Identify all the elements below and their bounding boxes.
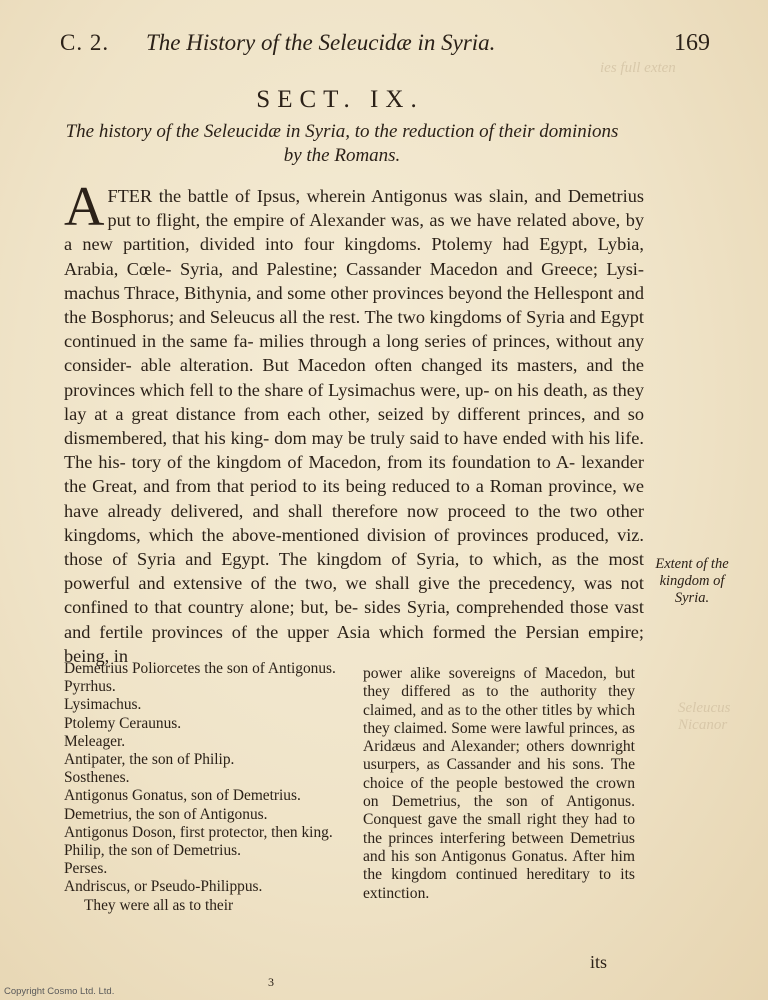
main-text-line: FTER the battle of Ipsus, wherein Antigonus was slain, [107, 186, 535, 206]
list-item: Demetrius, the son of Antigonus. [64, 805, 268, 823]
list-item: Antipater, the son of Philip. [64, 751, 235, 769]
signature-mark: 3 [268, 975, 274, 989]
list-item: Meleager. [64, 732, 126, 750]
main-text-line: dom may be truly said to have ended with his life. The his- [64, 428, 644, 473]
running-title: The History of the Seleucidæ in Syria. [146, 30, 496, 55]
main-text-line: the provinces which fell to the share of Lysimachus were, up- [64, 355, 644, 400]
bleed-through-decoration: ies full exten [600, 60, 676, 76]
main-text-line: into four kingdoms. Ptolemy had Egypt, Lybia, Arabia, Cœle- [64, 234, 644, 279]
list-item: Perses. [64, 860, 108, 878]
main-text-line: milies through a long series of princes, without any consider- [64, 331, 644, 376]
footnote-column-left [64, 660, 346, 915]
section-heading: SECT. IX. [256, 86, 424, 113]
main-text-line: Hellespont and the Bosphorus; and Seleucus all the rest. The [64, 282, 645, 328]
list-item: Sosthenes. [64, 769, 130, 787]
footnote-continuation: They were all as to their [84, 896, 234, 914]
drop-cap: A [64, 176, 105, 238]
list-item: Demetrius Poliorcetes the son of Antigonus. [64, 660, 336, 677]
list-item: Philip, the son of Demetrius. [64, 842, 241, 860]
main-text-line: was, as we have related above, by a new partition, divided [64, 210, 644, 255]
chapter-label: C. 2. [60, 30, 110, 55]
main-text-line: precedency, was not confined to that country alone; but, be- [64, 573, 644, 618]
main-text-line: to a Roman province, we have already delivered, and shall [64, 476, 644, 521]
main-text-line: seized by different princes, and so dismembered, that his king- [64, 403, 645, 449]
main-text-line: able alteration. But Macedon often changed its masters, and [140, 355, 622, 376]
main-text-line: sides Syria, comprehended those vast and fertile provinces of [64, 597, 644, 642]
main-text [64, 176, 645, 668]
main-text-line: machus Thrace, Bithynia, and some other provinces beyond the [64, 282, 534, 303]
main-text-line: tory of the kingdom of Macedon, from its foundation to A- [131, 452, 582, 473]
main-text-line: above-mentioned division of provinces produced, viz. those [64, 524, 644, 570]
page-number: 169 [674, 30, 710, 56]
list-item: Antigonus Gonatus, son of Demetrius. [64, 787, 301, 805]
bleed-through-decoration: Seleucus Nicanor [678, 700, 731, 733]
footnote-column-right: power alike sovereigns of Macedon, but they differed as to the authority they claimed, and as to the other titles by which they claimed. Some were lawful princes, as Aridæus and Alexander; others downright usurpers, as Cassander and his sons. The choice of the people bestowed the crown on Demetrius, the son of Antigonus. Conquest gave the small right they had to the princes interfering between Demetrius and his son Antigonus Gonatus. After him the kingdom continued hereditary to its extinction. [363, 665, 635, 902]
list-item: Antigonus Doson, first protector, then king. [64, 823, 333, 841]
main-text-line: on his death, as they lay at a great distance from each other, [64, 379, 644, 424]
main-text-line: therefore now proceed to the two other kingdoms, which the [64, 500, 644, 545]
list-item: Andriscus, or Pseudo-Philippus. [64, 878, 263, 896]
main-text-line: lexander the Great, and from that period to its being reduced [64, 452, 644, 497]
list-item: Lysimachus. [64, 696, 142, 714]
main-text-line: two kingdoms of Syria and Egypt continued in the same fa- [64, 307, 644, 352]
main-text-line: of Syria and Egypt. The kingdom of Syria, to which, as [112, 549, 577, 570]
list-item: Ptolemy Ceraunus. [64, 714, 182, 732]
list-item: Pyrrhus. [64, 678, 116, 696]
main-text-line: the upper Asia which formed the Persian empire; being, in [64, 621, 645, 666]
section-subtitle: The history of the Seleucidæ in Syria, to the reduction of their dominions by the Romans. [65, 121, 619, 166]
main-text-line: the most powerful and extensive of the two, we shall give the [64, 549, 644, 594]
main-text-line: and Demetrius put to flight, the empire of Alexander [107, 186, 644, 231]
copyright-watermark: Copyright Cosmo Ltd. Ltd. [4, 986, 115, 997]
margin-note: Extent of the kingdom of Syria. [655, 556, 729, 606]
main-text-line: Syria, and Palestine; Cassander Macedon and Greece; Lysi- [179, 258, 644, 279]
running-head [60, 30, 710, 64]
catchword: its [590, 952, 608, 972]
